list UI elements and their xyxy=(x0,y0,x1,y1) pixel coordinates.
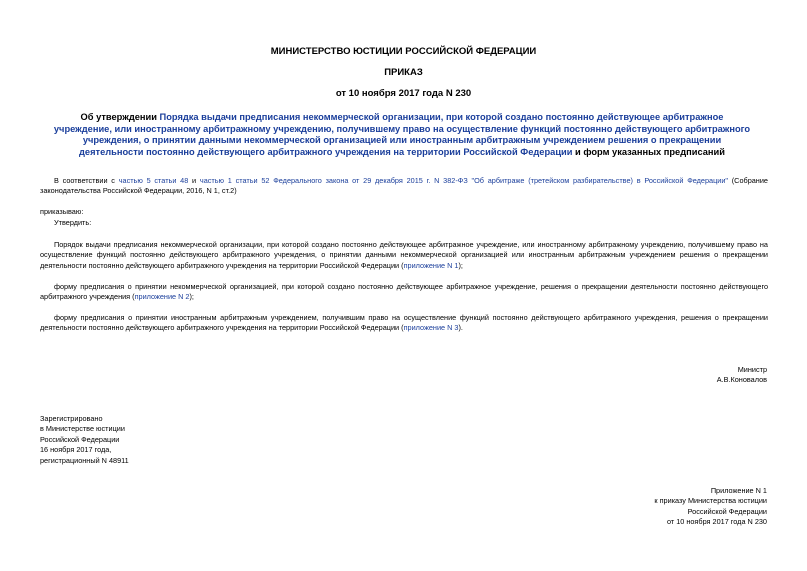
item-2-end: ); xyxy=(189,292,194,302)
item-1-text: Порядок выдачи предписания некоммерческой организации, при которой создано постоянно действующее арбитражное учреждение, или иностранному арбитражному учреждению, получившему право на осуществление функций постоянно действующего арбитражного учреждения, о принятии данными некоммерческой организацией или иностранным арбитражным учреждением решения о прекращении деятельности постоянно действующего арбитражного учреждения на территории Российской Федерации ( xyxy=(40,240,768,270)
appendix-line-2: к приказу Министерства юстиции xyxy=(654,496,767,506)
registration-line-3: Российской Федерации xyxy=(40,434,120,444)
registration-line-1: Зарегистрировано xyxy=(40,414,103,423)
registration-line-4: 16 ноября 2017 года, xyxy=(40,445,112,455)
approve-line: Утвердить: xyxy=(54,218,92,227)
item-1-appendix-link[interactable]: приложение N 1 xyxy=(403,260,459,270)
signature-block xyxy=(717,365,767,386)
signature-name: А.В.Коновалов xyxy=(716,375,767,385)
list-item xyxy=(40,282,768,303)
signature-position: Министр xyxy=(737,365,767,374)
title-prefix: Об утверждении xyxy=(80,112,160,122)
ministry-heading: МИНИСТЕРСТВО ЮСТИЦИИ РОССИЙСКОЙ ФЕДЕРАЦИИ xyxy=(270,46,537,57)
preamble-text-3: (Собрание законодательства Российской Федерации, 2016, N 1, ст.2) xyxy=(40,176,768,196)
document-title xyxy=(52,112,752,158)
item-1-end: ); xyxy=(458,260,463,270)
item-2-text: форму предписания о принятии некоммерческой организацией, при которой создано постоянно действующее арбитражное учреждение, решения о прекращении деятельности постоянно действующего арбитражного учреждения ( xyxy=(40,282,768,302)
preamble-link-part5-art48[interactable]: частью 5 статьи 48 xyxy=(118,176,189,185)
list-item xyxy=(40,240,768,271)
list-item xyxy=(40,313,768,334)
appendix-line-1: Приложение N 1 xyxy=(710,486,767,495)
item-3-text: форму предписания о принятии иностранным арбитражным учреждением, получившим право на осуществление функций постоянно действующего арбитражного учреждения, решения о прекращении деятельности постоянно действующего арбитражного учреждения на территории Российской Федерации ( xyxy=(40,313,768,333)
title-suffix: и форм указанных предписаний xyxy=(572,146,725,157)
preamble-text-2: и xyxy=(188,176,200,185)
appendix-line-3: Российской Федерации xyxy=(687,506,767,516)
title-procedure-link[interactable]: Порядка выдачи предписания некоммерческой организации, при которой создано постоянно действующее арбитражное учреждение, или иностранному арбитражному учреждению, получившему право на осуществление функций постоянно действующего арбитражного учреждения, о принятии данными некоммерческой организацией или иностранным арбитражным учреждением решения о прекращении деятельности постоянно действующего арбитражного учреждения на территории Российской Федерации xyxy=(53,112,751,157)
preamble-text-1: В соответствии с xyxy=(54,176,119,185)
order-heading: ПРИКАЗ xyxy=(384,67,423,78)
registration-block xyxy=(40,414,129,466)
appendix-line-4: от 10 ноября 2017 года N 230 xyxy=(666,517,767,527)
item-3-end: ). xyxy=(458,323,463,333)
registration-line-5: регистрационный N 48911 xyxy=(40,455,129,465)
appendix-block xyxy=(654,486,767,528)
orders-line: приказываю: xyxy=(40,207,84,216)
item-3-appendix-link[interactable]: приложение N 3 xyxy=(403,323,459,333)
registration-line-2: в Министерстве юстиции xyxy=(40,424,125,434)
order-date-number: от 10 ноября 2017 года N 230 xyxy=(335,88,472,99)
preamble-link-federal-law[interactable]: частью 1 статьи 52 Федерального закона от 29 декабря 2015 г. N 382-ФЗ "Об арбитраже (третейском разбирательстве) в Российской Федерации" xyxy=(199,176,728,185)
item-2-appendix-link[interactable]: приложение N 2 xyxy=(134,292,190,302)
preamble-paragraph xyxy=(40,176,768,197)
